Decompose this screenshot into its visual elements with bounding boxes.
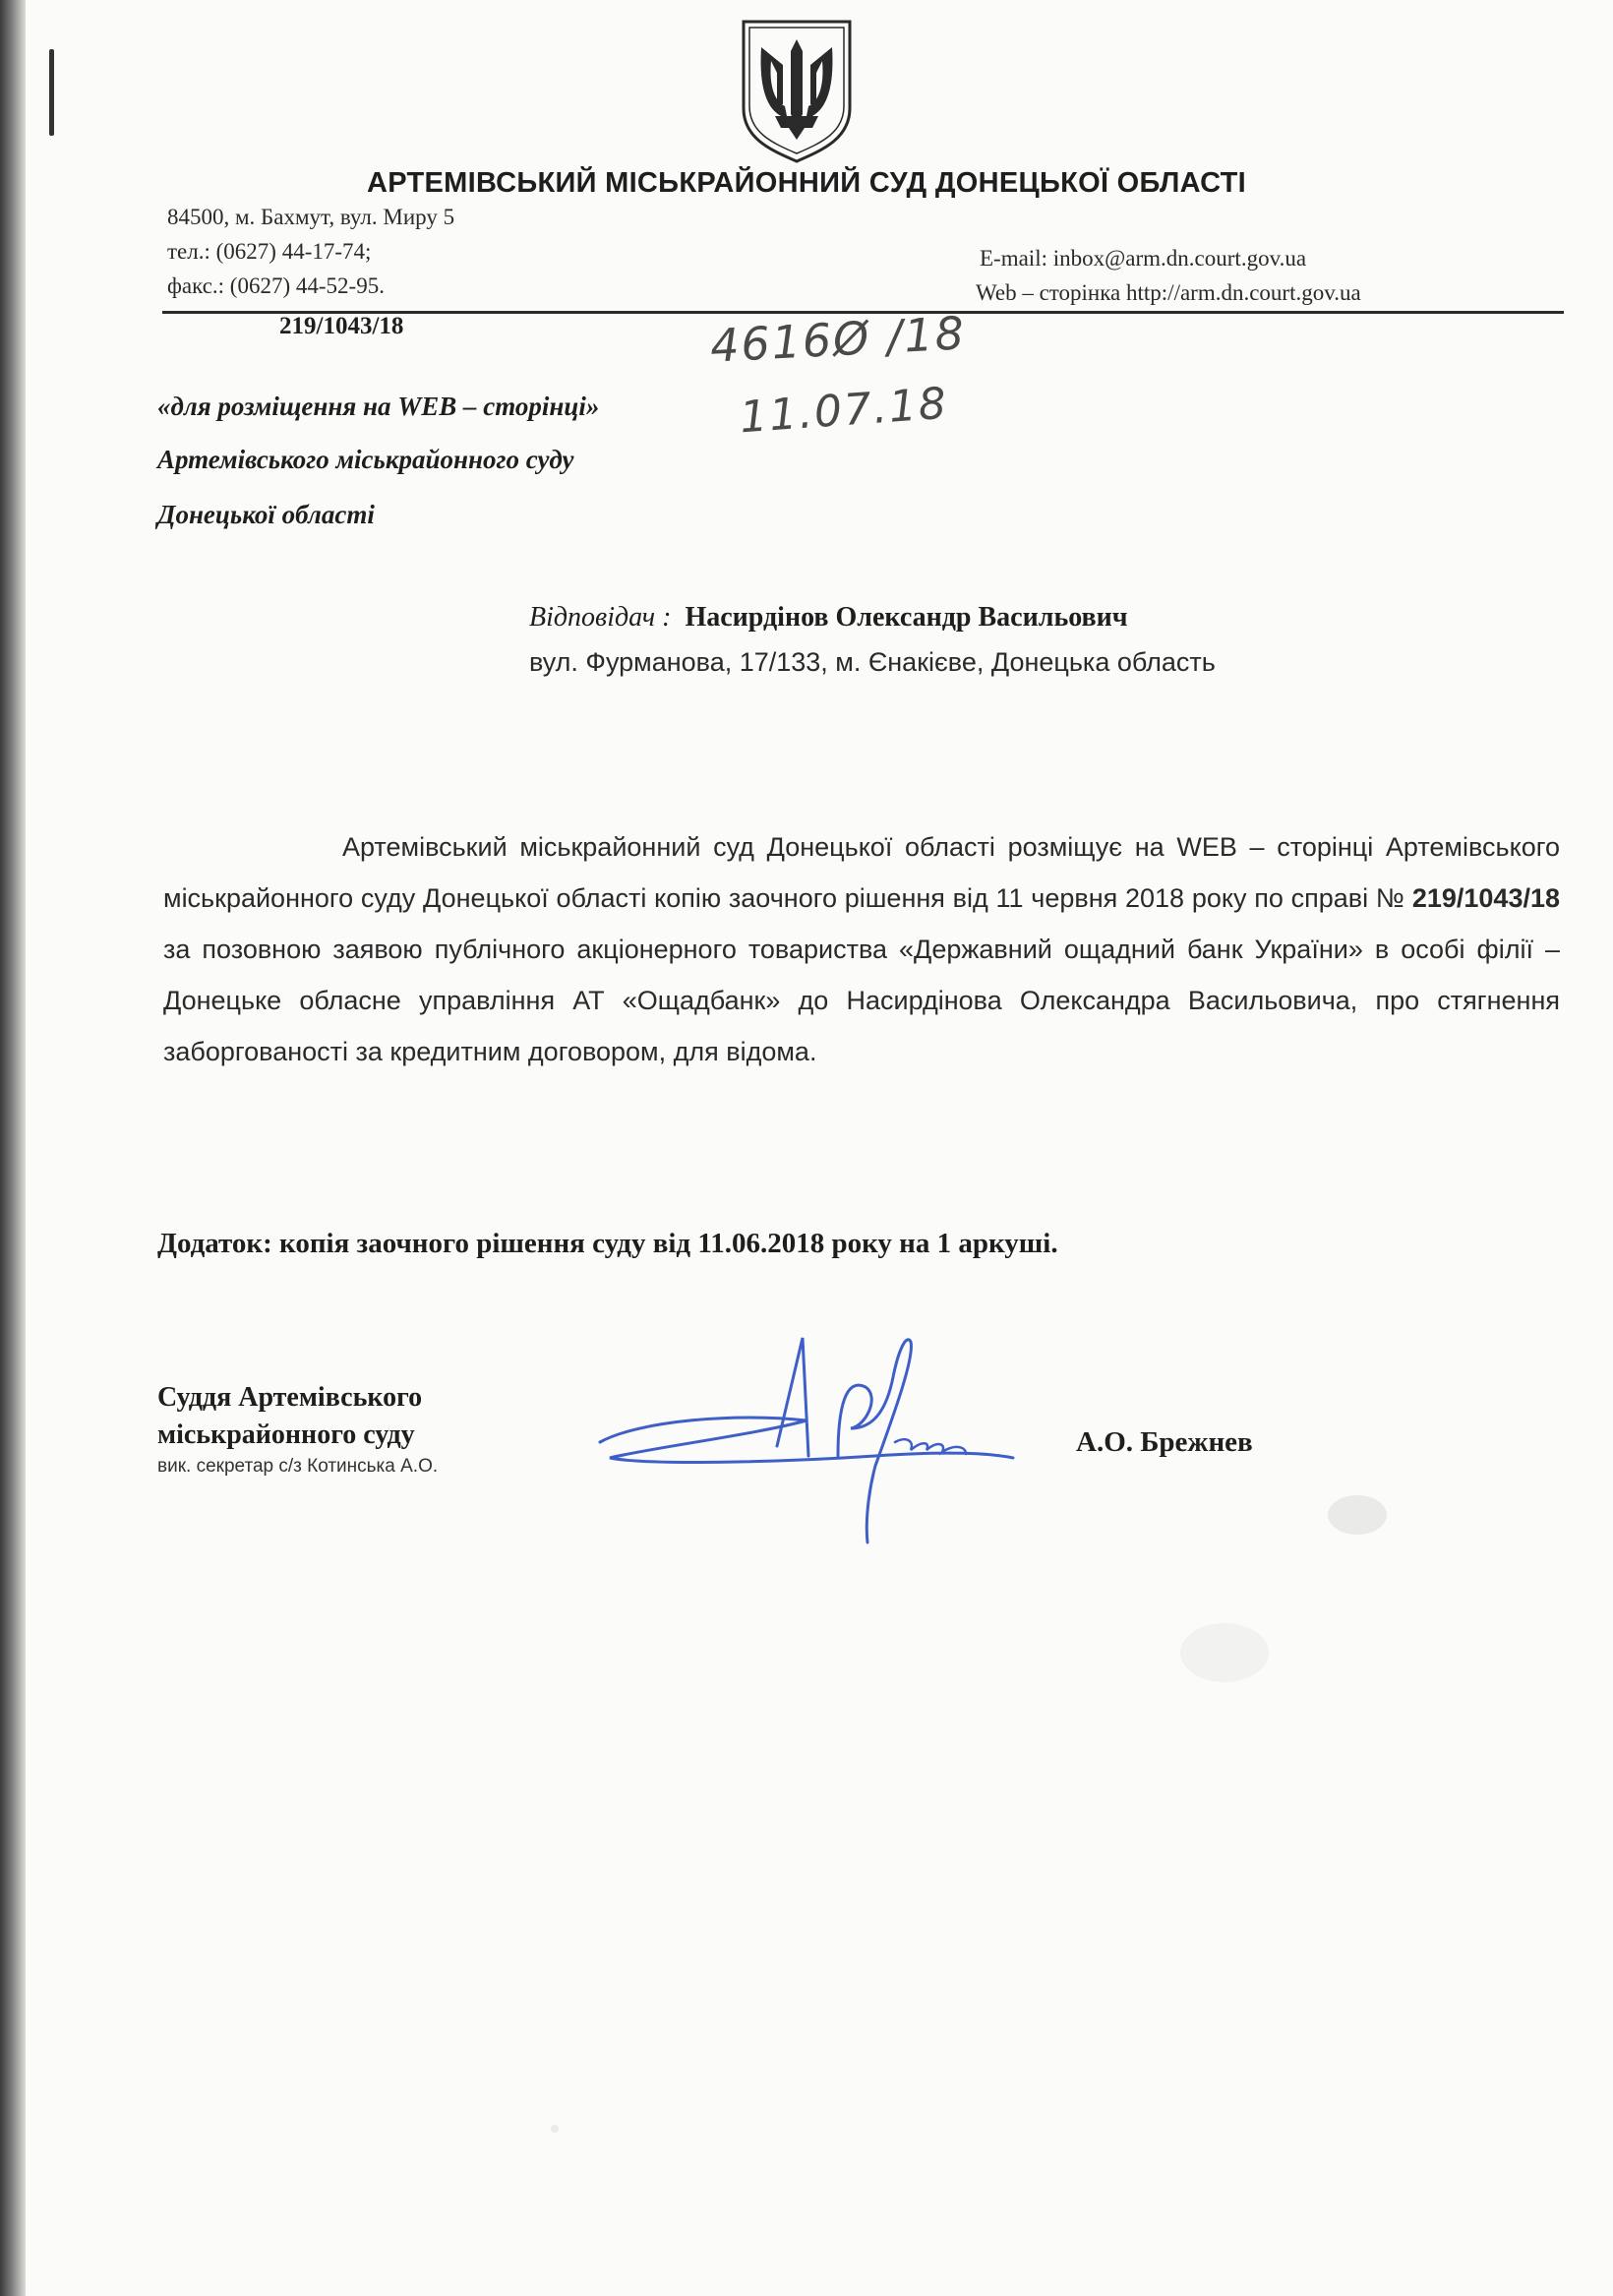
scan-edge-mark (49, 49, 54, 136)
court-fax: факс.: (0627) 44-52-95. (167, 273, 385, 298)
addressee-line-3: Донецької області (157, 500, 375, 529)
trident-coat-of-arms-icon (736, 18, 858, 165)
court-phone: тел.: (0627) 44-17-74; (167, 239, 372, 264)
handwritten-registration-date: 11.07.18 (738, 378, 950, 444)
addressee-line-1: «для розміщення на WEB – сторінці» (157, 392, 600, 421)
scan-speck (551, 2125, 559, 2133)
letter-body (163, 821, 1560, 1077)
court-website: Web – сторінка http://arm.dn.court.gov.ua (976, 280, 1361, 305)
outgoing-case-number: 219/1043/18 (279, 313, 404, 339)
scan-speck (1180, 1623, 1269, 1682)
annex-note: Додаток: копія заочного рішення суду від 11.06.2018 року на 1 аркуші. (157, 1228, 1058, 1259)
defendant-label: Відповідач : (529, 602, 672, 633)
body-case-number: 219/1043/18 (1411, 883, 1560, 913)
secretary-note: вик. секретар с/з Котинська А.О. (157, 1456, 439, 1477)
court-address: 84500, м. Бахмут, вул. Миру 5 (167, 205, 455, 229)
judge-title-line-2: міськрайонного суду (157, 1420, 415, 1450)
scan-speck (1328, 1495, 1387, 1535)
court-title: АРТЕМІВСЬКИЙ МІСЬКРАЙОННИЙ СУД ДОНЕЦЬКОЇ ОБЛАСТІ (366, 167, 1247, 199)
handwritten-signature (580, 1318, 1023, 1554)
body-part-2: за позовною заявою публічного акціонерного товариства «Державний ощадний банк України» в особі філії – Донецьке обласне управління АТ «Ощадбанк» до Насирдінова Олександра Васильовича, про стягнення заборгованості за кредитним договором, для відома. (163, 935, 1560, 1066)
court-email: E-mail: inbox@arm.dn.court.gov.ua (980, 246, 1307, 271)
judge-title-line-1: Суддя Артемівського (157, 1382, 423, 1413)
handwritten-registration-number: 4616Ø /18 (708, 306, 968, 373)
addressee-line-2: Артемівського міськрайонного суду (157, 445, 574, 474)
body-part-1: Артемівський міськрайонний суд Донецької області розміщує на WEB – сторінці Артемівського міськрайонного суду Донецької області копію заочного рішення від 11 червня 2018 року по справі № (163, 832, 1560, 913)
defendant-line (529, 602, 1128, 634)
defendant-address: вул. Фурманова, 17/133, м. Єнакієве, Донецька область (529, 647, 1216, 677)
defendant-name: Насирдінов Олександр Васильович (685, 602, 1128, 633)
judge-name: А.О. Брежнев (1076, 1426, 1253, 1458)
scan-edge-shadow (0, 0, 26, 2296)
